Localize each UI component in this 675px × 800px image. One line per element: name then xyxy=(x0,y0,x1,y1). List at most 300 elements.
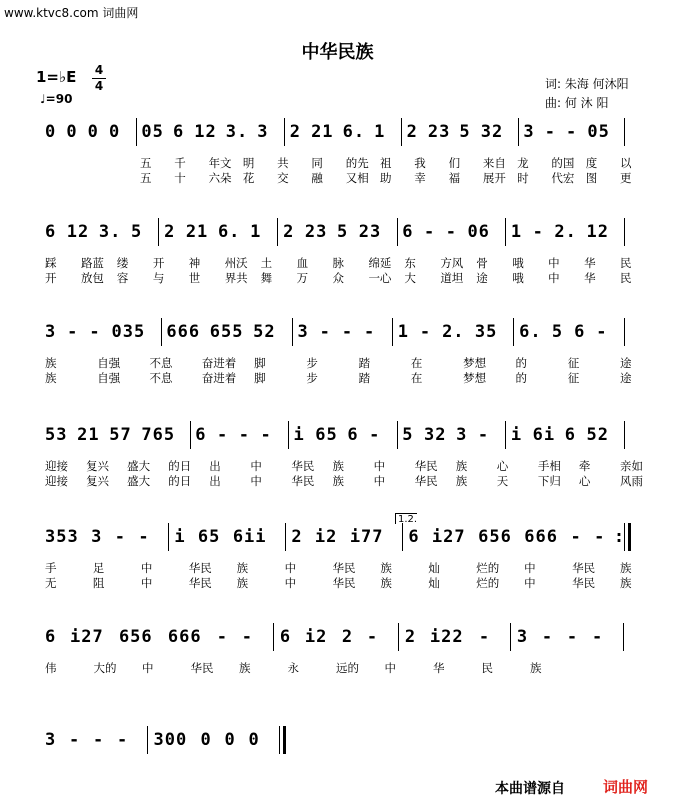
note-token: 3 xyxy=(516,627,529,647)
lyric-word: 十 xyxy=(174,171,186,185)
lyric-word: 中 xyxy=(548,271,560,285)
lyric-word: 的 xyxy=(515,371,527,385)
barline xyxy=(392,318,393,346)
repeat-barline xyxy=(624,523,631,551)
lyric-word: 中 xyxy=(548,256,560,270)
note-token: 3 xyxy=(45,322,57,342)
note-token: 2. xyxy=(442,322,465,342)
note-token: 0 xyxy=(87,122,99,142)
lyric-word: 代宏 xyxy=(551,171,575,185)
note-token: 23 xyxy=(304,222,328,242)
lyric-word: 烂的 xyxy=(476,561,500,575)
lyric-word: 途 xyxy=(620,371,632,385)
lyric-word: 族 xyxy=(620,576,632,590)
lyric-word: 华民 xyxy=(291,459,315,473)
lyric-word: 复兴 xyxy=(86,459,110,473)
lyric-word: 不息 xyxy=(149,356,173,370)
barline xyxy=(624,118,625,146)
repeat-dots: : xyxy=(613,527,626,547)
lyric-word: 缕 xyxy=(116,256,129,270)
lyric-word: 族 xyxy=(239,661,251,675)
lyric-word: 途 xyxy=(476,271,488,285)
lyric-word: 又相 xyxy=(345,171,369,185)
note-token: 3 xyxy=(297,322,309,342)
lyric-word: 在 xyxy=(410,356,423,370)
notation-line xyxy=(0,627,675,655)
note-token: 06 xyxy=(467,222,490,242)
note-token: 52 xyxy=(253,322,276,342)
lyric-word: 华民 xyxy=(572,561,596,575)
lyric-word: 无 xyxy=(45,576,57,590)
lyric-word: 中 xyxy=(140,561,153,575)
note-token: - xyxy=(341,322,354,342)
lyric-word: 华民 xyxy=(332,576,356,590)
note-token: 6 xyxy=(45,222,57,242)
note-token: - xyxy=(532,222,544,242)
note-token: i xyxy=(174,527,186,547)
lyric-word: 梦想 xyxy=(463,371,487,385)
note-token: 300 xyxy=(153,730,188,750)
barline xyxy=(401,118,402,146)
lyric-word: 与 xyxy=(152,271,165,285)
lyric-word: 永 xyxy=(287,661,299,675)
volta-bracket: 1.2. xyxy=(395,513,417,524)
lyric-word: 族 xyxy=(620,561,632,575)
barline xyxy=(397,421,398,449)
note-token: 353 xyxy=(45,527,79,547)
note-token: 6 xyxy=(279,627,292,647)
lyric-word: 心 xyxy=(578,474,591,488)
note-token: 1 xyxy=(510,222,523,242)
note-token: 765 xyxy=(141,425,176,445)
barline xyxy=(624,318,625,346)
barline xyxy=(518,118,519,146)
lyric-word: 哦 xyxy=(512,256,524,270)
lyric-word: 复兴 xyxy=(86,474,110,488)
lyric-word: 州沃 xyxy=(224,256,248,270)
lyric-word: 放包 xyxy=(80,271,104,285)
lyric-word: 华民 xyxy=(291,474,315,488)
note-token: 0 xyxy=(66,122,78,142)
note-token: 32 xyxy=(480,122,504,142)
note-token: - xyxy=(241,627,254,647)
lyric-word: 方风 xyxy=(440,256,464,270)
note-token: 5 xyxy=(402,425,414,445)
lyric-word: 出 xyxy=(209,474,221,488)
note-token: - xyxy=(369,425,381,445)
lyric-word: 万 xyxy=(296,271,309,285)
note-token: - xyxy=(594,527,606,547)
lyric-word: 民 xyxy=(481,661,493,675)
lyric-word: 灿 xyxy=(428,561,440,575)
barline xyxy=(277,218,278,246)
notation-line xyxy=(0,222,675,250)
lyric-word: 一心 xyxy=(368,271,392,285)
lyric-word: 手相 xyxy=(537,459,561,473)
barline xyxy=(624,421,625,449)
barline xyxy=(168,523,169,551)
lyric-word: 众 xyxy=(332,271,344,285)
lyric-word: 中 xyxy=(524,561,536,575)
lyric-word: 华民 xyxy=(332,561,356,575)
lyric-word: 天 xyxy=(496,474,509,488)
lyric-word: 界共 xyxy=(224,271,248,285)
barline xyxy=(285,523,286,551)
note-token: - xyxy=(478,627,491,647)
note-token: - xyxy=(544,122,556,142)
lyric-word: 征 xyxy=(567,356,580,370)
note-token: - xyxy=(591,627,604,647)
lyric-word: 踩 xyxy=(45,256,57,270)
note-token: 0 xyxy=(200,730,212,750)
note-token: - xyxy=(419,322,432,342)
barline xyxy=(397,218,398,246)
note-token: - xyxy=(117,730,129,750)
note-token: 21 xyxy=(77,425,100,445)
lyric-word: 六朵 xyxy=(208,171,232,185)
lyric-word: 开 xyxy=(152,256,165,270)
note-token: 0 xyxy=(224,730,236,750)
barline xyxy=(505,421,506,449)
note-token: 21 xyxy=(185,222,209,242)
note-token: i xyxy=(510,425,523,445)
note-token: - xyxy=(366,627,379,647)
lyric-word: 远的 xyxy=(336,661,359,675)
barline xyxy=(158,218,159,246)
lyric-word: 我 xyxy=(414,156,426,170)
notation-line xyxy=(0,122,675,150)
lyric-word: 阻 xyxy=(92,576,105,590)
notation-line xyxy=(0,425,675,453)
lyric-word: 中 xyxy=(384,661,396,675)
lyric-word: 道坦 xyxy=(440,271,464,285)
lyric-word: 华 xyxy=(433,661,445,675)
lyric-word: 脚 xyxy=(254,371,266,385)
barline xyxy=(284,118,285,146)
lyric-word: 中 xyxy=(524,576,536,590)
lyric-word: 哦 xyxy=(512,271,524,285)
note-token: 656 xyxy=(478,527,512,547)
barline xyxy=(292,318,293,346)
note-token: 12 xyxy=(66,222,90,242)
note-token: 21 xyxy=(311,122,334,142)
note-token: - xyxy=(477,425,490,445)
note-token: 0 xyxy=(248,730,260,750)
lyric-word: 融 xyxy=(311,171,323,185)
lyric-word: 风雨 xyxy=(620,474,643,488)
lyric-word: 脉 xyxy=(332,256,344,270)
note-token: 6 xyxy=(45,627,57,647)
note-token: i2 xyxy=(314,527,338,547)
lyric-word: 踏 xyxy=(358,356,371,370)
lyric-word: 祖 xyxy=(380,156,392,170)
lyric-word: 民 xyxy=(620,256,632,270)
lyric-word: 龙 xyxy=(517,156,529,170)
note-token: 5 xyxy=(131,222,143,242)
lyric-word: 盛大 xyxy=(127,459,151,473)
note-token: 2 xyxy=(289,122,301,142)
note-token: 3 xyxy=(45,730,57,750)
lyric-word: 东 xyxy=(404,256,416,270)
note-token: - xyxy=(67,322,79,342)
note-token: - xyxy=(114,527,127,547)
lyric-word: 大 xyxy=(404,271,416,285)
lyric-word: 步 xyxy=(306,371,318,385)
lyric-word: 奋进着 xyxy=(201,356,237,370)
site-url: www.ktvc8.com 词曲网 xyxy=(4,6,139,20)
footer-source-text: 本曲谱源自 xyxy=(495,781,565,797)
barline xyxy=(624,218,625,246)
lyric-word: 奋进着 xyxy=(201,371,237,385)
notation-line xyxy=(0,730,675,758)
lyric-word: 千 xyxy=(174,156,186,170)
note-token: i27 xyxy=(70,627,104,647)
lyric-word: 中 xyxy=(284,576,297,590)
note-token: 3 xyxy=(523,122,535,142)
lyric-word: 华民 xyxy=(188,576,212,590)
note-token: 6 xyxy=(574,322,586,342)
note-token: - xyxy=(570,527,582,547)
note-token: 6i xyxy=(532,425,556,445)
lyric-word: 手 xyxy=(45,561,57,575)
note-token: i77 xyxy=(349,527,384,547)
note-token: - xyxy=(93,730,105,750)
note-token: 5 xyxy=(551,322,564,342)
lyric-word: 自强 xyxy=(97,371,121,385)
lyric-word: 的先 xyxy=(345,156,369,170)
song-title: 中华民族 xyxy=(301,42,374,63)
lyric-word: 年文 xyxy=(208,156,232,170)
note-token: 6. xyxy=(519,322,542,342)
lyricist-credit: 词: 朱海 何沐阳 xyxy=(545,77,629,91)
note-token: - xyxy=(364,322,376,342)
lyric-word: 华 xyxy=(584,271,596,285)
lyric-word: 时 xyxy=(517,171,529,185)
lyric-word: 的日 xyxy=(168,459,192,473)
lyric-word: 族 xyxy=(530,661,542,675)
lyric-word: 盛大 xyxy=(127,474,151,488)
barline xyxy=(402,523,403,551)
note-token: 1 xyxy=(250,222,262,242)
note-token: 65 xyxy=(197,527,221,547)
lyric-word: 族 xyxy=(332,459,344,473)
barline xyxy=(288,421,289,449)
lyric-word: 中 xyxy=(373,459,386,473)
note-token: 1 xyxy=(374,122,386,142)
lyric-word: 神 xyxy=(188,256,201,270)
lyric-word: 牵 xyxy=(578,459,591,473)
note-token: 35 xyxy=(474,322,498,342)
note-token: 3. xyxy=(98,222,122,242)
note-token: i2 xyxy=(304,627,328,647)
lyric-word: 族 xyxy=(380,576,392,590)
note-token: 12 xyxy=(586,222,609,242)
lyric-word: 中 xyxy=(250,459,262,473)
note-token: 2 xyxy=(406,122,418,142)
lyric-word: 伟 xyxy=(45,661,57,675)
tempo-marking: ♩=90 xyxy=(40,92,73,106)
lyric-word: 迎接 xyxy=(45,459,68,473)
note-token: 2 xyxy=(164,222,176,242)
note-token: 6ii xyxy=(232,527,267,547)
lyric-word: 华民 xyxy=(188,561,212,575)
lyric-word: 族 xyxy=(45,371,57,385)
lyric-word: 族 xyxy=(455,459,468,473)
note-token: 656 xyxy=(118,627,153,647)
note-token: 6 xyxy=(195,425,207,445)
lyric-word: 来自 xyxy=(482,156,506,170)
lyric-word: 开 xyxy=(45,271,57,285)
key-signature: 1=♭E xyxy=(36,68,77,86)
lyric-word: 血 xyxy=(296,256,309,270)
lyric-word: 的国 xyxy=(551,156,575,170)
note-token: 2 xyxy=(291,527,303,547)
lyric-word: 助 xyxy=(380,171,392,185)
lyric-word: 华民 xyxy=(190,661,214,675)
lyric-word: 出 xyxy=(209,459,221,473)
barline xyxy=(273,623,274,651)
lyric-word: 灿 xyxy=(428,576,440,590)
lyric-word: 下归 xyxy=(537,474,561,488)
lyric-word: 世 xyxy=(188,271,201,285)
lyric-word: 共 xyxy=(277,156,289,170)
note-token: 2 xyxy=(283,222,295,242)
lyric-word: 中 xyxy=(142,661,154,675)
note-token: 32 xyxy=(423,425,447,445)
note-token: 666 xyxy=(166,322,201,342)
lyric-word: 幸 xyxy=(414,171,426,185)
lyric-word: 步 xyxy=(306,356,318,370)
note-token: 6 xyxy=(347,425,359,445)
lyric-word: 族 xyxy=(380,561,392,575)
note-token: 2 xyxy=(341,627,354,647)
lyric-word: 华民 xyxy=(572,576,596,590)
footer-logo: 词曲网 xyxy=(603,778,649,796)
note-token: 57 xyxy=(109,425,132,445)
note-token: 6. xyxy=(342,122,366,142)
note-token: - xyxy=(138,527,150,547)
lyric-word: 征 xyxy=(567,371,580,385)
lyric-word: 五 xyxy=(140,156,152,170)
note-token: 65 xyxy=(315,425,338,445)
lyric-word: 华民 xyxy=(414,459,438,473)
lyric-word: 族 xyxy=(236,576,249,590)
lyric-word: 在 xyxy=(410,371,423,385)
time-signature-bottom: 4 xyxy=(94,79,104,93)
note-token: 1 xyxy=(397,322,409,342)
note-token: - xyxy=(69,730,81,750)
note-token: - xyxy=(566,627,579,647)
note-token: i22 xyxy=(429,627,464,647)
note-token: 6. xyxy=(217,222,241,242)
lyric-word: 大的 xyxy=(93,661,117,675)
lyric-word: 中 xyxy=(284,561,297,575)
note-token: 666 xyxy=(167,627,202,647)
lyric-word: 展开 xyxy=(482,171,506,185)
time-signature-top: 4 xyxy=(94,63,104,77)
lyric-word: 族 xyxy=(332,474,344,488)
lyric-word: 中 xyxy=(250,474,262,488)
note-token: 12 xyxy=(194,122,217,142)
note-token: 23 xyxy=(358,222,382,242)
note-token: 5 xyxy=(459,122,471,142)
note-token: i xyxy=(293,425,305,445)
note-token: i27 xyxy=(431,527,466,547)
lyric-word: 同 xyxy=(311,156,323,170)
barline xyxy=(513,318,514,346)
lyric-word: 途 xyxy=(620,356,632,370)
lyric-word: 中 xyxy=(373,474,386,488)
note-token: 6 xyxy=(408,527,420,547)
lyric-word: 以 xyxy=(620,156,632,170)
note-token: 3. xyxy=(225,122,249,142)
lyric-word: 舞 xyxy=(260,271,273,285)
note-token: 2 xyxy=(404,627,417,647)
note-token: - xyxy=(566,122,578,142)
note-token: 53 xyxy=(45,425,68,445)
lyric-word: 族 xyxy=(45,356,57,370)
note-token: 0 xyxy=(108,122,121,142)
composer-credit: 曲: 何 沐 阳 xyxy=(545,96,609,110)
note-token: - xyxy=(423,222,436,242)
note-token: - xyxy=(89,322,101,342)
note-token: 6 xyxy=(564,425,577,445)
note-token: 0 xyxy=(45,122,57,142)
notation-line xyxy=(0,527,675,555)
lyric-word: 心 xyxy=(496,459,509,473)
lyric-word: 绵延 xyxy=(368,256,392,270)
lyric-word: 更 xyxy=(620,171,632,185)
lyric-word: 容 xyxy=(116,271,129,285)
note-token: 655 xyxy=(209,322,244,342)
lyric-word: 迎接 xyxy=(45,474,68,488)
lyric-word: 族 xyxy=(455,474,468,488)
lyric-word: 足 xyxy=(92,561,105,575)
lyric-word: 花 xyxy=(242,171,255,185)
lyric-word: 明 xyxy=(242,156,255,170)
note-token: - xyxy=(445,222,457,242)
note-token: 52 xyxy=(586,425,609,445)
lyric-word: 的 xyxy=(515,356,527,370)
note-token: 05 xyxy=(587,122,610,142)
lyric-word: 华 xyxy=(584,256,596,270)
lyric-word: 华民 xyxy=(414,474,438,488)
lyric-word: 踏 xyxy=(358,371,371,385)
note-token: 05 xyxy=(141,122,164,142)
lyric-word: 自强 xyxy=(97,356,121,370)
lyric-word: 图 xyxy=(585,171,598,185)
lyric-word: 路蓝 xyxy=(80,256,104,270)
lyric-word: 的日 xyxy=(168,474,192,488)
note-token: - xyxy=(216,627,229,647)
barline xyxy=(510,623,511,651)
note-token: 3 xyxy=(456,425,468,445)
note-token: - xyxy=(217,425,229,445)
barline xyxy=(505,218,506,246)
note-token: 035 xyxy=(111,322,146,342)
time-signature xyxy=(92,64,106,93)
barline xyxy=(398,623,399,651)
note-token: - xyxy=(541,627,554,647)
lyric-word: 交 xyxy=(277,171,289,185)
notation-line xyxy=(0,322,675,350)
lyric-word: 民 xyxy=(620,271,632,285)
final-barline xyxy=(279,726,286,754)
note-token: 23 xyxy=(427,122,451,142)
note-token: - xyxy=(260,425,272,445)
lyric-word: 度 xyxy=(585,156,598,170)
lyric-word: 土 xyxy=(260,256,273,270)
